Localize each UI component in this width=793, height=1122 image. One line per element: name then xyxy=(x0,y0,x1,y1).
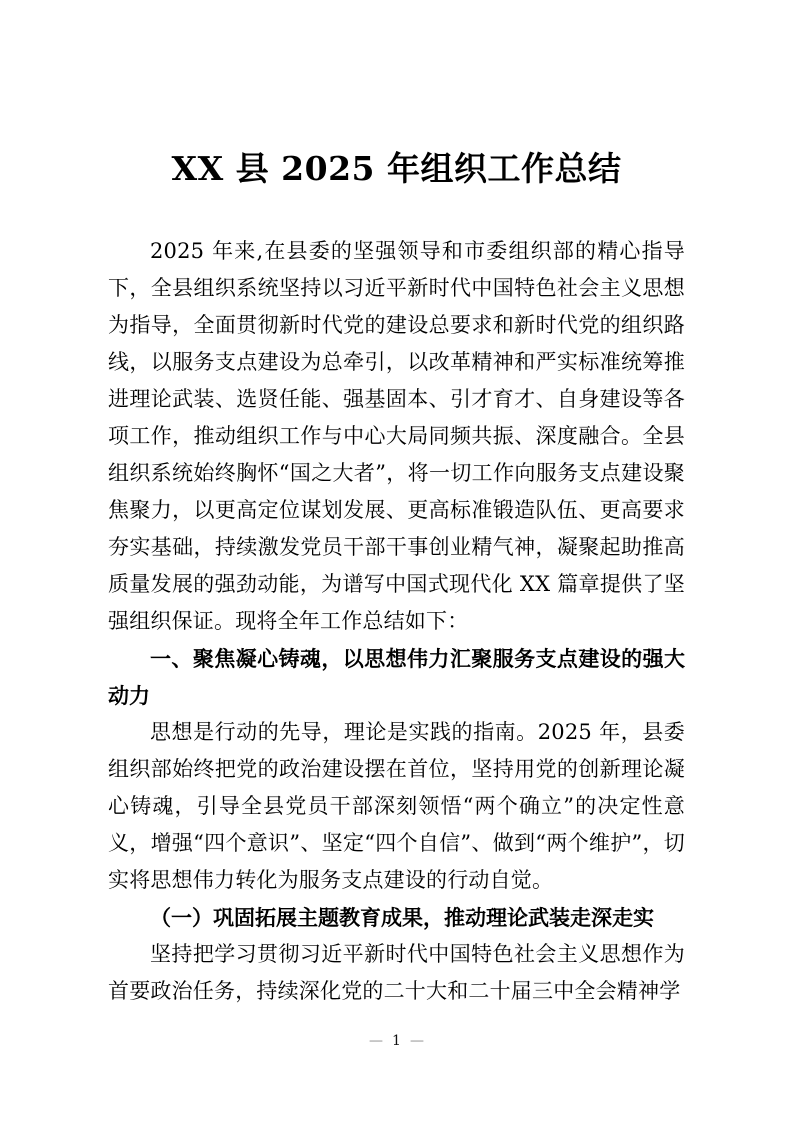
subsection-heading-1-1: （一）巩固拓展主题教育成果，推动理论武装走深走实 xyxy=(150,905,654,930)
document-title-text: XX 县 2025 年组织工作总结 xyxy=(171,149,622,188)
intro-paragraph: 2025 年来,在县委的坚强领导和市委组织部的精心指导下，全县组织系统坚持以习近平新时代中国特色社会主义思想为指导，全面贯彻新时代党的建设总要求和新时代党的组织路线，以服务支点建设为总牵引，以改革精神和严实标准统筹推进理论武装、选贤任能、强基固本、引才育才、自身建设等各项工作，推动组织工作与中心大局同频共振、深度融合。全县组织系统始终胸怀“国之大者”，将一切工作向服务支点建设聚焦聚力，以更高定位谋划发展、更高标准锻造队伍、更高要求夯实基础，持续激发党员干部干事创业精气神，凝聚起助推高质量发展的强劲动能，为谱写中国式现代化 XX 篇章提供了坚强组织保证。现将全年工作总结如下： xyxy=(108,239,685,633)
page-number: 1 xyxy=(392,1033,401,1049)
document-title xyxy=(108,147,685,191)
footer-dash-right: — xyxy=(409,1033,424,1049)
footer-dash-left: — xyxy=(369,1033,384,1049)
page-footer xyxy=(0,1031,793,1052)
subsection-1-1-paragraph: 坚持把学习贯彻习近平新时代中国特色社会主义思想作为首要政治任务，持续深化党的二十大和二十届三中全会精神学 xyxy=(108,942,685,1003)
section-heading-1: 一、聚焦凝心铸魂，以思想伟力汇聚服务支点建设的强大动力 xyxy=(108,646,685,708)
section-1-paragraph: 思想是行动的先导，理论是实践的指南。2025 年，县委组织部始终把党的政治建设摆在首位，坚持用党的创新理论凝心铸魂，引导全县党员干部深刻领悟“两个确立”的决定性意义，增强“四个意识”、坚定“四个自信”、做到“两个维护”，切实将思想伟力转化为服务支点建设的行动自觉。 xyxy=(108,720,685,892)
document-content xyxy=(108,147,685,1010)
